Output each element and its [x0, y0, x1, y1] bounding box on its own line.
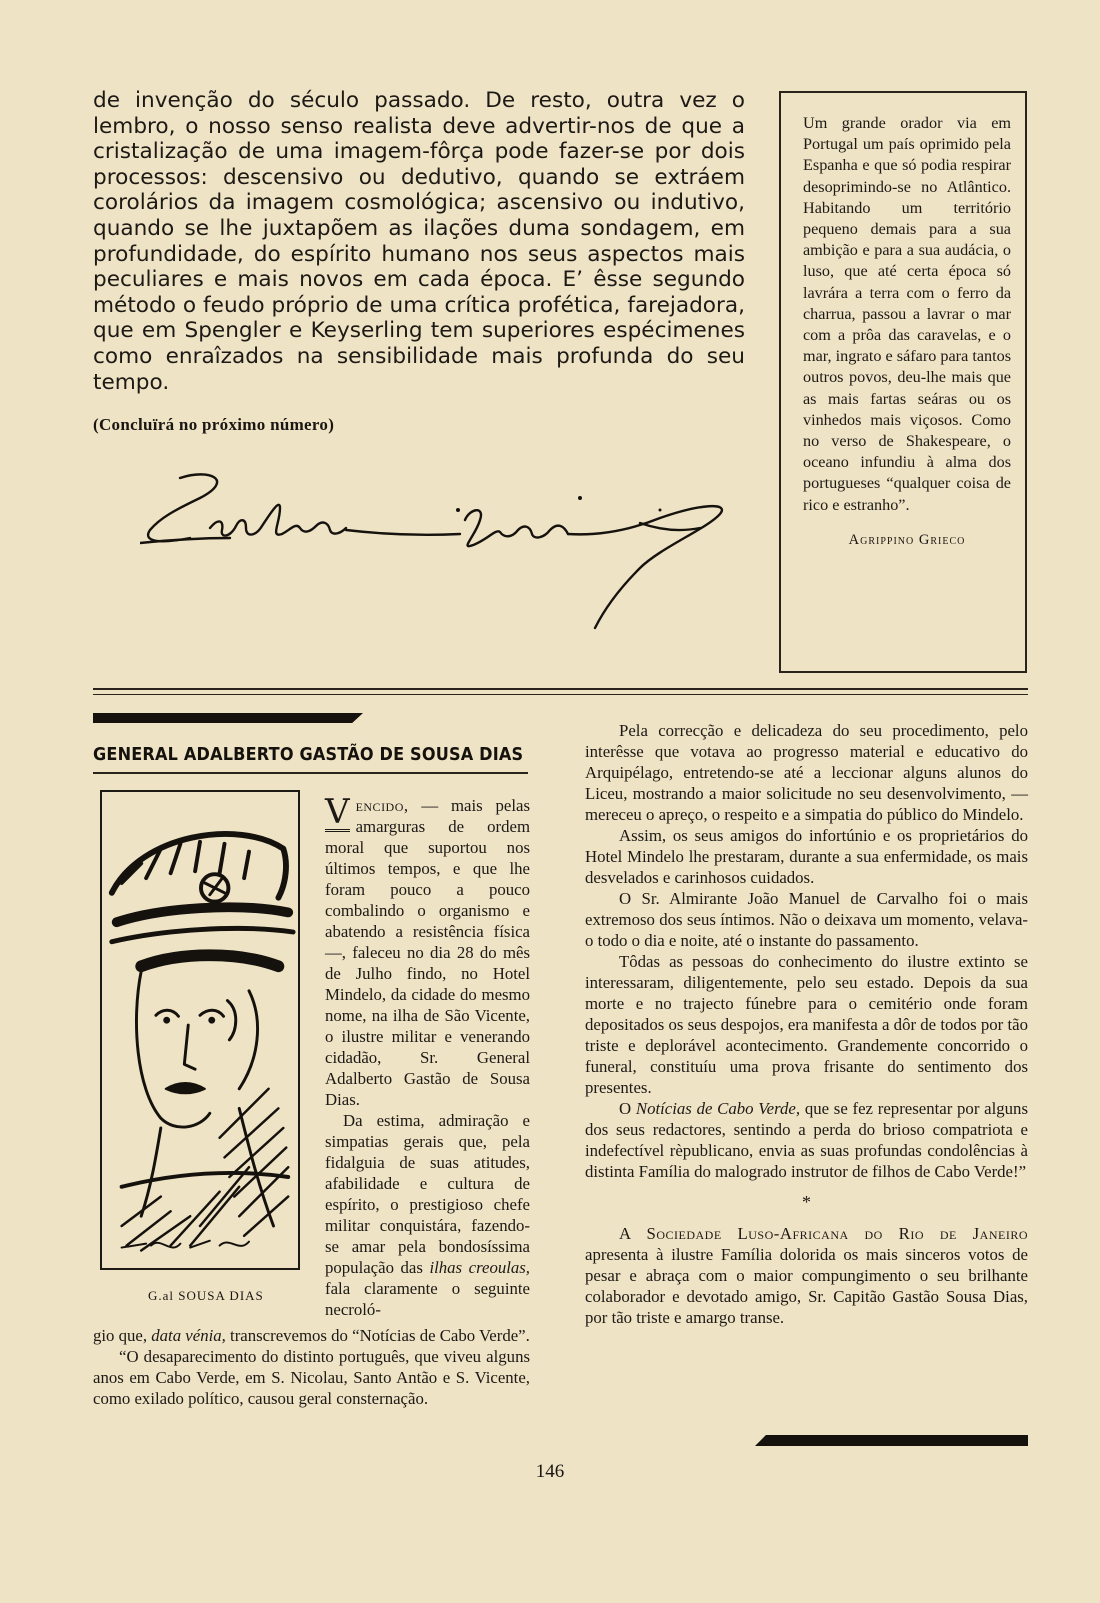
continuation-note: (Concluïrá no próximo número)	[93, 415, 335, 434]
section-divider-thin	[93, 694, 1028, 695]
quote-box	[779, 91, 1027, 673]
obituary-opening-paragraph	[325, 792, 530, 1110]
title-underline	[93, 772, 528, 774]
portrait-caption: G.al SOUSA DIAS	[148, 1288, 264, 1303]
decorative-bar-bottom	[755, 1435, 1028, 1446]
society-name: A Sociedade Luso-Africana do Rio de Janeiro	[619, 1224, 1028, 1243]
right-paragraph-2: Assim, os seus amigos do infortúnio e os proprietários do Hotel Mindelo lhe prestaram, durante a sua enfermidade, os mais desvelados e carinhosos cuidados.	[585, 826, 1028, 887]
quoted-obituary-start: “O desaparecimento do distinto português, que viveu alguns anos em Cabo Verde, em S. Nicolau, Santo Antão e S. Vicente, como exilado político, causou geral consternação.	[93, 1347, 530, 1408]
drop-cap: V	[325, 792, 350, 832]
page-number: 146	[535, 1461, 565, 1482]
author-signature	[140, 468, 740, 638]
decorative-bar	[93, 713, 363, 723]
society-text: apresenta à ilustre Família dolorida os mais sinceros votos de pesar e abraça com o maior compungimento o seu brilhante colaborador e devotado amigo, Sr. Capitão Gastão Sousa Dias, por tão triste e amargo transe.	[585, 1245, 1028, 1327]
obituary-second-paragraph	[325, 1110, 530, 1320]
essay-paragraph: de invenção do século passado. De resto, outra vez o lembro, o nosso senso realista deve advertir-nos de que a cristalização de uma imagem-fôrça pode fazer-se por dois processos: descensivo ou dedutivo, quando se extráem corolários da imagem cosmológica; ascensivo ou indutivo, quando se lhe juxtapõem as ilações duma sondagem, em profundidade, do espírito humano nos seus aspectos mais peculiares e mais novos em cada época. E’ êsse segundo método o feudo próprio de uma crítica profética, farejadora, que em Spengler e Keyserling tem superiores espécimenes como enraîzados na sensibilidade mais profunda do seu tempo.	[93, 88, 745, 395]
section-asterisk: *	[802, 1192, 811, 1212]
right-paragraph-1: Pela correcção e delicadeza do seu procedimento, pelo interêsse que votava ao progresso material e educativo do Arquipélago, entretendo-se até a leccionar alguns alunos do Liceu, mostrando a maior solicitude no seu desenvolvimento, — mereceu o apreço, o respeito e a simpatia do público do Mindelo.	[585, 721, 1028, 824]
right-paragraph-4: Tôdas as pessoas do conhecimento do ilustre extinto se interessaram, diligentemente, pelo seu estado. Depois da sua morte e no trajecto fúnebre para o cemitério onde foram depositados os seus despojos, era manifesta a dôr de todos por tão triste e deplorável acontecimento. Grandemente concorrido o funeral, constituíu uma prova frisante do sentimento dos presentes.	[585, 952, 1028, 1097]
obituary-wide-column	[93, 1325, 530, 1409]
quote-author: Agrippino Grieco	[848, 531, 966, 548]
quote-text: Um grande orador via em Portugal um país oprimido pela Espanha e que só podia respirar desoprimindo-se no Atlântico. Habitando um território pequeno demais para a sua ambição e para a sua audácia, o luso, que até certa época só lavrára a terra com o ferro da charrua, passou a lavrar o mar com a prôa das caravelas, e o mar, ingrato e sáfaro para tantos outros povos, deu-lhe mais que as mais fartas seáras ou os vinhedos mais viçosos. Como no verso de Shakespeare, o oceano infundiu à alma dos portugueses “qualquer coisa de rico e estranho”.	[803, 114, 1011, 514]
newspaper-name-italic: Notícias de Cabo Verde,	[635, 1099, 801, 1118]
obituary-title: GENERAL ADALBERTO GASTÃO DE SOUSA DIAS	[93, 745, 524, 765]
society-condolence	[585, 1223, 1028, 1328]
essay-conclusion-text	[93, 88, 745, 395]
opening-smallcaps: encido,	[355, 796, 409, 815]
data-venia-italic: data vénia,	[151, 1326, 226, 1345]
right-paragraph-3: O Sr. Almirante João Manuel de Carvalho foi o mais extremoso dos seus íntimos. Não o deixava um momento, velava-o todo o dia e noite, até o instante do passamento.	[585, 889, 1028, 950]
obituary-right-column	[585, 720, 1028, 1328]
transcription-intro: gio que, data vénia, transcrevemos do “Notícias de Cabo Verde”.	[93, 1326, 530, 1345]
second-paragraph-text: Da estima, admiração e simpatias gerais que, pela fidalguia de suas atitudes, afabilidade e cultura de espírito, o prestigioso chefe militar conquistára, fazendo-se amar pela bondosíssima população das	[325, 1111, 530, 1277]
opening-text: — mais pelas amarguras de ordem moral que suportou nos últimos tempos, e que lhe foram pouco a pouco combalindo o organismo e abatendo a resistência física —, faleceu no dia 28 do mês de Julho findo, no Hotel Mindelo, da cidade do mesmo nome, na ilha de São Vicente, o ilustre militar e venerando cidadão, Sr. General Adalberto Gastão de Sousa Dias.	[325, 796, 530, 1109]
section-divider	[93, 688, 1028, 690]
second-paragraph-end: fala claramente o seguinte necroló-	[325, 1279, 530, 1319]
portrait-drawing	[100, 790, 300, 1270]
right-paragraph-5: O Notícias de Cabo Verde, que se fez representar por alguns dos seus redactores, sentindo a perda do brioso compatriota e indefectível rèpublicano, envia as suas profundas condolências à distinta Família do malogrado instrutor de filhos de Cabo Verde!”	[585, 1099, 1028, 1181]
italic-phrase: ilhas creoulas,	[429, 1258, 531, 1277]
obituary-opening-column	[325, 792, 531, 1320]
